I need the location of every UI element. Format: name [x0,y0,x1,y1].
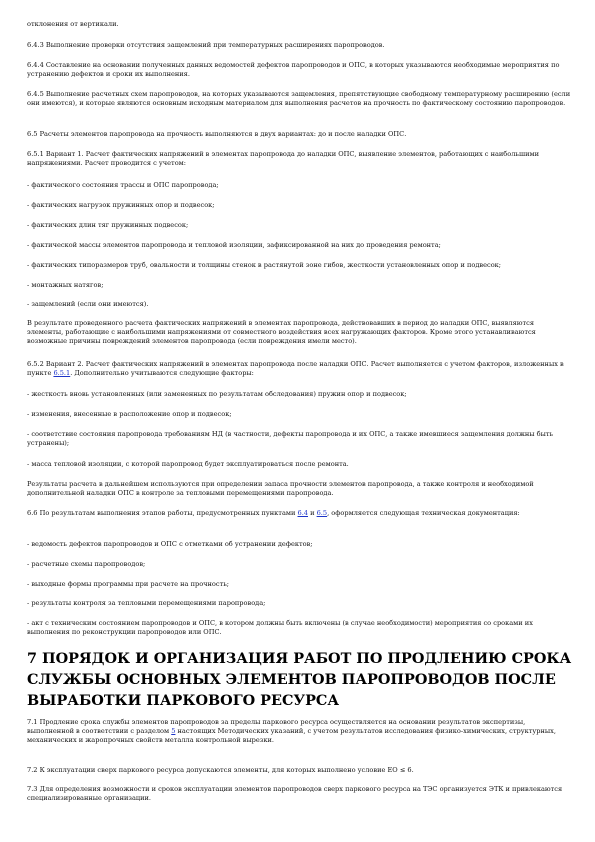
list-item: - фактических нагрузок пружинных опор и подвесок; [27,201,215,209]
paragraph-6-5: 6.5 Расчеты элементов паропровода на прочность выполняются в двух вариантах: до и после наладки ОПС. [27,130,407,138]
paragraph-7-1 [27,718,572,745]
list-item: - масса тепловой изоляции, с которой паропровод будет эксплуатироваться после ремонта. [27,460,349,468]
paragraph-6-4-2-tail: отклонения от вертикали. [27,20,119,28]
list-item: - защемлений (если они имеются). [27,300,149,308]
paragraph-results-usage: Результаты расчета в дальнейшем используются при определении запаса прочности элементов паропровода, а также контроля и необходимой дополнительной наладки ОПС в контроле за тепловыми перемещениями паропровода. [27,480,534,497]
text-run: 6.5.2 Вариант 2. Расчет фактических напряжений в элементах паропровода после наладки ОПС. Расчет выполняется с учетом факторов, изложенных в пункте [27,360,564,377]
list-item: - монтажных натягов; [27,281,104,289]
link-section-5[interactable]: 5 [171,727,176,735]
list-item: - соответствие состояния паропровода требованиям НД (в частности, дефекты паропровода и их ОПС, а также имевшиеся защемления должны быть устранены); [27,430,554,447]
list-item: - фактических длин тяг пружинных подвесок; [27,221,189,229]
paragraph-6-5-2 [27,360,572,378]
paragraph-7-3: 7.3 Для определения возможности и сроков эксплуатации элементов паропроводов сверх паркового ресурса на ТЭС организуется ЭТК и привлекаются специализированные организации. [27,785,563,802]
link-6-4[interactable]: 6.4 [297,509,308,517]
paragraph-6-4-3: 6.4.3 Выполнение проверки отсутствия защемлений при температурных расширениях паропроводов. [27,41,385,49]
section-7-heading: 7 ПОРЯДОК И ОРГАНИЗАЦИЯ РАБОТ ПО ПРОДЛЕНИЮ СРОКА СЛУЖБЫ ОСНОВНЫХ ЭЛЕМЕНТОВ ПАРОПРОВОДОВ ПОСЛЕ ВЫРАБОТКИ ПАРКОВОГО РЕСУРСА [27,650,572,709]
list-item: - фактической массы элементов паропровода и тепловой изоляции, зафиксированной на них до проведения ремонта; [27,241,441,249]
list-item: - расчетные схемы паропроводов; [27,560,146,568]
text-run: 6.6 По результатам выполнения этапов работы, предусмотренных пунктами [27,509,298,517]
list-item: - фактического состояния трассы и ОПС паропровода; [27,181,219,189]
paragraph-6-4-5: 6.4.5 Выполнение расчетных схем паропроводов, на которых указываются защемления, препятствующие свободному температурному расширению (если они имеются), и которые являются основным исходным материалом для выполнения расчетов на прочность по фактическому состоянию паропроводов. [27,90,571,107]
list-item: - акт с техническим состоянием паропроводов и ОПС, в котором должны быть включены (в случае необходимости) мероприятия со сроками их выполнения по реконструкции паропроводов или ОПС. [27,619,533,636]
text-run: . Дополнительно учитываются следующие факторы: [70,369,254,377]
list-item: - жесткость вновь установленных (или замененных по результатам обследования) пружин опор и подвесок; [27,390,407,398]
list-item: - фактических типоразмеров труб, овальности и толщины стенок в растянутой зоне гибов, жесткости установленных опор и подвесок; [27,261,502,269]
list-item: - ведомость дефектов паропроводов и ОПС с отметками об устранении дефектов; [27,540,313,548]
link-6-5-1[interactable]: 6.5.1 [53,369,71,377]
paragraph-6-6 [27,509,572,518]
list-item: - выходные формы программы при расчете на прочность; [27,580,230,588]
link-6-5[interactable]: 6.5 [316,509,328,517]
list-item: - результаты контроля за тепловыми перемещениями паропровода; [27,599,266,607]
text-run: 7.1 Продление срока службы элементов паропроводов за пределы паркового ресурса осуществляется на основании результатов экспертизы, выполненной в соответствии с разделом [27,718,526,735]
text-run: , оформляется следующая техническая документация: [327,509,520,517]
list-item: - изменения, внесенные в расположение опор и подвесок; [27,410,232,418]
paragraph-7-2: 7.2 К эксплуатации сверх паркового ресурса допускаются элементы, для которых выполнено условие ЕО ≤ 6. [27,766,414,774]
paragraph-results: В результате проведенного расчета фактических напряжений в элементах паропровода, действовавших в период до наладки ОПС, выявляются элементы, работающие с наибольшими напряжениями от совместного воздействия всех нагружающих факторов. Кроме этого устанавливаются возможные причины повреждений элементов паропровода (если повреждения имели место). [27,319,536,345]
paragraph-6-5-1: 6.5.1 Вариант 1. Расчет фактических напряжений в элементах паропровода до наладки ОПС, выявление элементов, работающих с наибольшими напряжениями. Расчет проводится с учетом: [27,150,540,167]
text-run: настоящих Методических указаний, с учетом результатов исследования физико-химических, структурных, механических и жаропрочных свойств металла контрольной вырезки. [27,727,556,744]
paragraph-6-4-4: 6.4.4 Составление на основании полученных данных ведомостей дефектов паропроводов и ОПС, в которых указываются необходимые мероприятия по устранению дефектов и сроки их выполнения. [27,61,560,78]
text-run: и [308,509,317,517]
